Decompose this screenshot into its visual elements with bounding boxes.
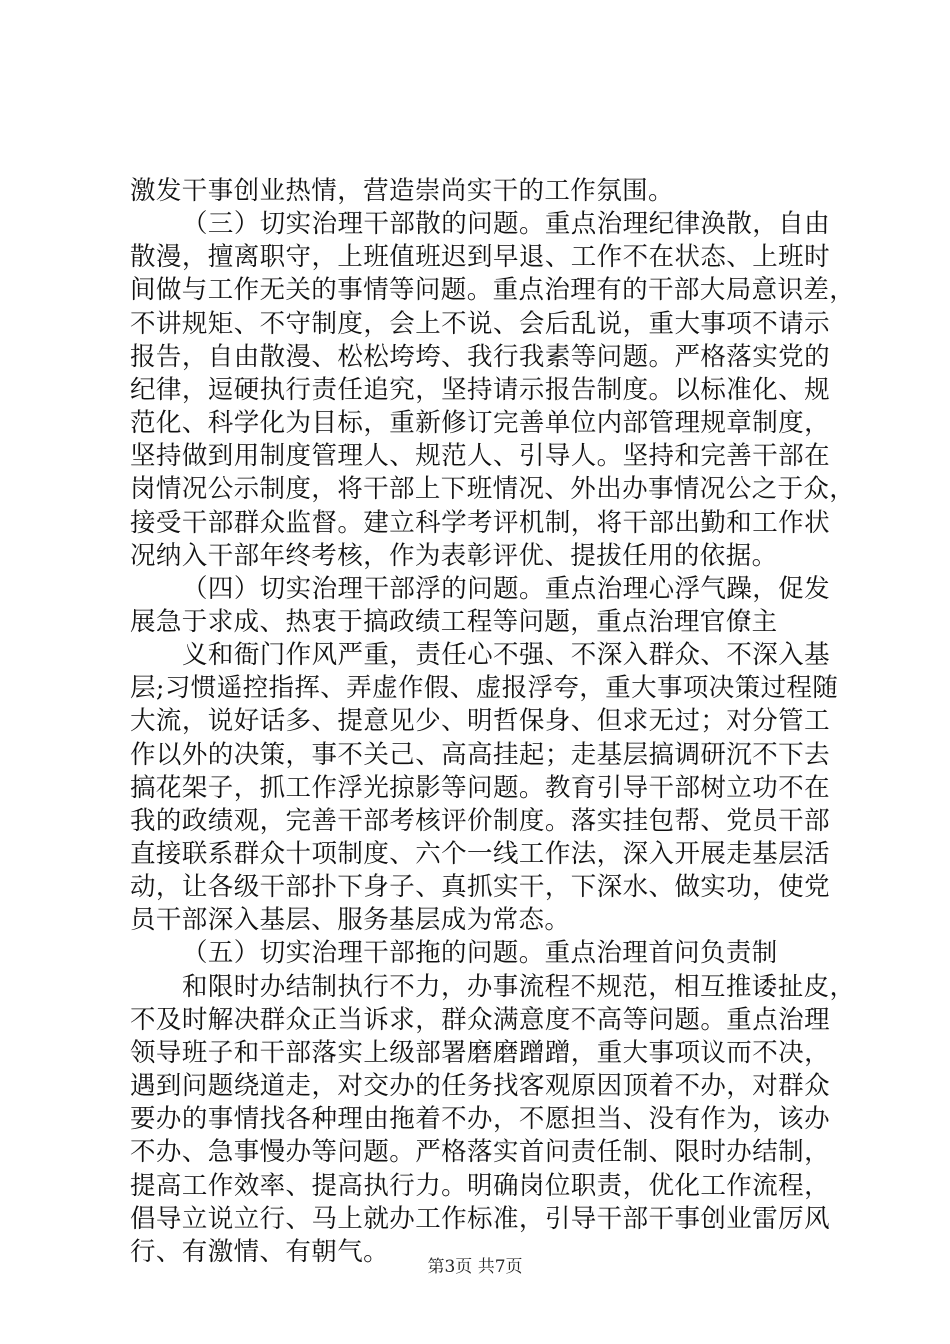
text-line: （三）切实治理干部散的问题。重点治理纪律涣散，自由 — [182, 209, 830, 240]
text-line: 提高工作效率、提高执行力。明确岗位职责，优化工作流程， — [130, 1170, 830, 1201]
text-line: 作以外的决策，事不关己、高高挂起；走基层搞调研沉不下去 — [130, 739, 830, 770]
text-line: 不办、急事慢办等问题。严格落实首问责任制、限时办结制， — [130, 1137, 830, 1168]
text-line: 岗情况公示制度，将干部上下班情况、外出办事情况公之于众， — [130, 474, 856, 505]
text-line: 行、有激情、有朝气。 — [130, 1236, 390, 1267]
text-line: 我的政绩观，完善干部考核评价制度。落实挂包帮、党员干部 — [130, 805, 830, 836]
text-line: （四）切实治理干部浮的问题。重点治理心浮气躁，促发 — [182, 573, 830, 604]
text-line: 直接联系群众十项制度、六个一线工作法，深入开展走基层活 — [130, 839, 830, 869]
text-line: 况纳入干部年终考核，作为表彰评优、提拔任用的依据。 — [130, 540, 778, 571]
text-line: 展急于求成、热衷于搞政绩工程等问题，重点治理官僚主 — [130, 606, 778, 637]
page-footer: 第3页 共7页 — [427, 1257, 523, 1277]
text-line: 范化、科学化为目标，重新修订完善单位内部管理规章制度， — [130, 408, 830, 439]
text-line: （五）切实治理干部拖的问题。重点治理首问负责制 — [182, 938, 778, 969]
text-line: 义和衙门作风严重，责任心不强、不深入群众、不深入基 — [182, 640, 830, 671]
text-line: 和限时办结制执行不力，办事流程不规范，相互推诿扯皮， — [182, 971, 856, 1002]
text-line: 散漫，擅离职守，上班值班迟到早退、工作不在状态、上班时 — [130, 242, 830, 273]
text-line: 领导班子和干部落实上级部署磨磨蹭蹭，重大事项议而不决， — [130, 1037, 830, 1068]
text-line: 大流，说好话多、提意见少、明哲保身、但求无过；对分管工 — [130, 706, 830, 737]
text-line: 坚持做到用制度管理人、规范人、引导人。坚持和完善干部在 — [130, 441, 830, 472]
text-line: 激发干事创业热情，营造崇尚实干的工作氛围。 — [130, 176, 674, 206]
text-line: 动，让各级干部扑下身子、真抓实干，下深水、做实功，使党 — [130, 872, 830, 903]
text-line: 倡导立说立行、马上就办工作标准，引导干部干事创业雷厉风 — [130, 1203, 830, 1234]
text-line: 接受干部群众监督。建立科学考评机制，将干部出勤和工作状 — [130, 507, 830, 538]
text-line: 层;习惯遥控指挥、弄虚作假、虚报浮夸，重大事项决策过程随 — [130, 673, 839, 704]
text-line: 报告，自由散漫、松松垮垮、我行我素等问题。严格落实党的 — [130, 341, 830, 372]
text-line: 不及时解决群众正当诉求，群众满意度不高等问题。重点治理 — [130, 1004, 830, 1035]
text-line: 间做与工作无关的事情等问题。重点治理有的干部大局意识差， — [130, 275, 856, 306]
text-line: 要办的事情找各种理由拖着不办，不愿担当、没有作为，该办 — [130, 1104, 830, 1135]
text-line: 员干部深入基层、服务基层成为常态。 — [130, 905, 571, 936]
text-line: 遇到问题绕道走，对交办的任务找客观原因顶着不办，对群众 — [130, 1071, 830, 1102]
text-line: 不讲规矩、不守制度，会上不说、会后乱说，重大事项不请示 — [130, 308, 830, 339]
text-line: 搞花架子，抓工作浮光掠影等问题。教育引导干部树立功不在 — [130, 772, 830, 803]
text-line: 纪律，逗硬执行责任追究，坚持请示报告制度。以标准化、规 — [130, 374, 830, 405]
